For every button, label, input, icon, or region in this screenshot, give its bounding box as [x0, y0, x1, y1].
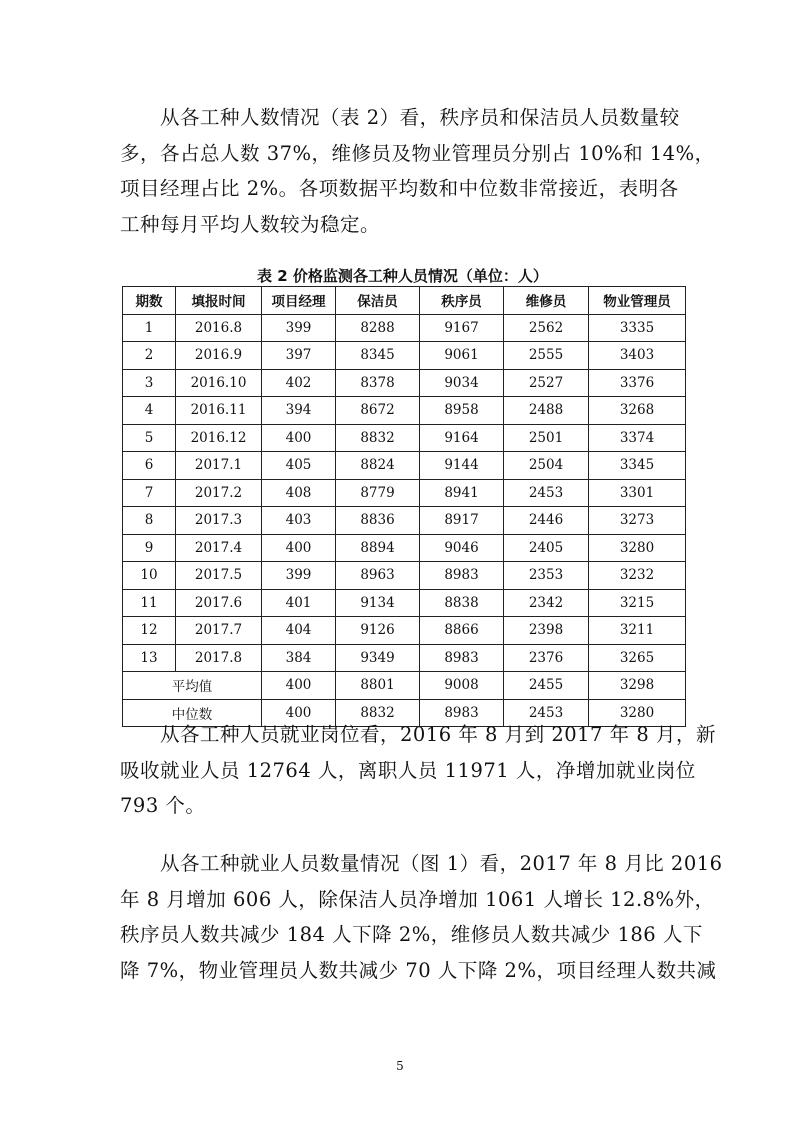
cell-period: 10	[123, 562, 176, 590]
workforce-table	[122, 286, 686, 727]
cell-cleaner: 8801	[336, 672, 420, 700]
table-row	[123, 452, 686, 480]
header-property-manager: 物业管理员	[589, 287, 686, 315]
table-row	[123, 369, 686, 397]
table-caption: 表 2 价格监测各工种人员情况（单位：人）	[257, 267, 548, 285]
text-line: 秩序员人数共减少 184 人下降 2%，维修员人数共减少 186 人下	[120, 923, 703, 946]
cell-property-manager: 3345	[589, 452, 686, 480]
cell-property-manager: 3298	[589, 672, 686, 700]
cell-property-manager: 3232	[589, 562, 686, 590]
table-row	[123, 479, 686, 507]
cell-cleaner: 8672	[336, 397, 420, 425]
cell-property-manager: 3376	[589, 369, 686, 397]
table-row	[123, 424, 686, 452]
cell-summary-label: 中位数	[123, 699, 262, 727]
cell-property-manager: 3268	[589, 397, 686, 425]
cell-cleaner: 8288	[336, 314, 420, 342]
cell-security: 8958	[420, 397, 504, 425]
table-summary-row-average	[123, 672, 686, 700]
cell-security: 8983	[420, 562, 504, 590]
cell-project-manager: 405	[262, 452, 336, 480]
text-line: 工种每月平均人数较为稳定。	[120, 212, 381, 236]
cell-period: 7	[123, 479, 176, 507]
table-header-row	[123, 287, 686, 315]
cell-security: 9046	[420, 534, 504, 562]
text-line: 降 7%，物业管理员人数共减少 70 人下降 2%，项目经理人数共减	[120, 958, 717, 982]
header-report-date: 填报时间	[176, 287, 262, 315]
paragraph-employment-positions	[120, 717, 716, 824]
cell-report-date: 2017.7	[176, 617, 262, 645]
table-row	[123, 562, 686, 590]
cell-report-date: 2016.9	[176, 342, 262, 370]
cell-project-manager: 400	[262, 672, 336, 700]
text-line: 从各工种人数情况（表 2）看，秩序员和保洁员人员数量较	[160, 106, 680, 129]
cell-property-manager: 3374	[589, 424, 686, 452]
cell-period: 9	[123, 534, 176, 562]
cell-security: 8866	[420, 617, 504, 645]
page-number: 5	[396, 1059, 404, 1073]
cell-property-manager: 3280	[589, 699, 686, 727]
cell-maintenance: 2405	[504, 534, 589, 562]
cell-property-manager: 3301	[589, 479, 686, 507]
cell-report-date: 2016.11	[176, 397, 262, 425]
cell-period: 4	[123, 397, 176, 425]
table-row	[123, 589, 686, 617]
cell-maintenance: 2501	[504, 424, 589, 452]
cell-security: 9034	[420, 369, 504, 397]
cell-period: 8	[123, 507, 176, 535]
table-row	[123, 534, 686, 562]
cell-project-manager: 400	[262, 699, 336, 727]
text-line: 年 8 月增加 606 人，除保洁人员净增加 1061 人增长 12.8%外，	[120, 887, 715, 911]
text-line: 多，各占总人数 37%，维修员及物业管理员分别占 10%和 14%，	[120, 141, 715, 165]
table-row	[123, 342, 686, 370]
cell-security: 8917	[420, 507, 504, 535]
cell-project-manager: 394	[262, 397, 336, 425]
cell-property-manager: 3403	[589, 342, 686, 370]
header-period: 期数	[123, 287, 176, 315]
cell-maintenance: 2353	[504, 562, 589, 590]
cell-period: 1	[123, 314, 176, 342]
header-security: 秩序员	[420, 287, 504, 315]
cell-maintenance: 2453	[504, 479, 589, 507]
cell-maintenance: 2446	[504, 507, 589, 535]
cell-maintenance: 2398	[504, 617, 589, 645]
cell-report-date: 2017.8	[176, 644, 262, 672]
cell-cleaner: 8836	[336, 507, 420, 535]
cell-property-manager: 3211	[589, 617, 686, 645]
cell-project-manager: 402	[262, 369, 336, 397]
cell-maintenance: 2342	[504, 589, 589, 617]
cell-property-manager: 3265	[589, 644, 686, 672]
cell-project-manager: 400	[262, 424, 336, 452]
cell-cleaner: 9126	[336, 617, 420, 645]
table-row	[123, 617, 686, 645]
cell-cleaner: 8345	[336, 342, 420, 370]
cell-cleaner: 9349	[336, 644, 420, 672]
cell-report-date: 2016.12	[176, 424, 262, 452]
cell-project-manager: 403	[262, 507, 336, 535]
cell-maintenance: 2562	[504, 314, 589, 342]
table-row	[123, 314, 686, 342]
cell-cleaner: 8824	[336, 452, 420, 480]
cell-property-manager: 3335	[589, 314, 686, 342]
cell-period: 2	[123, 342, 176, 370]
cell-project-manager: 400	[262, 534, 336, 562]
cell-report-date: 2017.6	[176, 589, 262, 617]
cell-project-manager: 404	[262, 617, 336, 645]
cell-period: 12	[123, 617, 176, 645]
cell-report-date: 2017.1	[176, 452, 262, 480]
cell-maintenance: 2453	[504, 699, 589, 727]
cell-project-manager: 399	[262, 562, 336, 590]
cell-project-manager: 384	[262, 644, 336, 672]
cell-cleaner: 9134	[336, 589, 420, 617]
cell-report-date: 2017.3	[176, 507, 262, 535]
text-line: 吸收就业人员 12764 人，离职人员 11971 人，净增加就业岗位	[120, 758, 696, 782]
cell-report-date: 2017.4	[176, 534, 262, 562]
cell-cleaner: 8832	[336, 424, 420, 452]
header-maintenance: 维修员	[504, 287, 589, 315]
cell-maintenance: 2376	[504, 644, 589, 672]
cell-property-manager: 3273	[589, 507, 686, 535]
text-line: 从各工种人员就业岗位看，2016 年 8 月到 2017 年 8 月，新	[160, 723, 716, 746]
cell-cleaner: 8832	[336, 699, 420, 727]
table-row	[123, 507, 686, 535]
cell-project-manager: 399	[262, 314, 336, 342]
text-line: 从各工种就业人员数量情况（图 1）看，2017 年 8 月比 2016	[160, 852, 723, 875]
cell-project-manager: 397	[262, 342, 336, 370]
cell-cleaner: 8378	[336, 369, 420, 397]
cell-cleaner: 8779	[336, 479, 420, 507]
cell-maintenance: 2555	[504, 342, 589, 370]
cell-security: 9008	[420, 672, 504, 700]
cell-report-date: 2017.2	[176, 479, 262, 507]
cell-security: 9061	[420, 342, 504, 370]
paragraph-workforce-distribution	[120, 100, 715, 242]
cell-security: 9144	[420, 452, 504, 480]
cell-period: 5	[123, 424, 176, 452]
cell-cleaner: 8894	[336, 534, 420, 562]
paragraph-employee-count-changes	[120, 846, 723, 988]
table-row	[123, 644, 686, 672]
cell-security: 9164	[420, 424, 504, 452]
cell-security: 9167	[420, 314, 504, 342]
cell-summary-label: 平均值	[123, 672, 262, 700]
header-cleaner: 保洁员	[336, 287, 420, 315]
cell-period: 11	[123, 589, 176, 617]
text-line: 项目经理占比 2%。各项数据平均数和中位数非常接近，表明各	[120, 177, 679, 200]
cell-security: 8983	[420, 699, 504, 727]
table-row	[123, 397, 686, 425]
cell-maintenance: 2488	[504, 397, 589, 425]
cell-period: 6	[123, 452, 176, 480]
cell-report-date: 2016.8	[176, 314, 262, 342]
cell-maintenance: 2504	[504, 452, 589, 480]
cell-project-manager: 401	[262, 589, 336, 617]
cell-property-manager: 3280	[589, 534, 686, 562]
cell-maintenance: 2455	[504, 672, 589, 700]
cell-property-manager: 3215	[589, 589, 686, 617]
cell-project-manager: 408	[262, 479, 336, 507]
cell-security: 8983	[420, 644, 504, 672]
cell-maintenance: 2527	[504, 369, 589, 397]
cell-period: 3	[123, 369, 176, 397]
cell-security: 8941	[420, 479, 504, 507]
cell-report-date: 2016.10	[176, 369, 262, 397]
cell-cleaner: 8963	[336, 562, 420, 590]
text-line: 793 个。	[120, 794, 206, 817]
cell-report-date: 2017.5	[176, 562, 262, 590]
header-project-manager: 项目经理	[262, 287, 336, 315]
cell-security: 8838	[420, 589, 504, 617]
cell-period: 13	[123, 644, 176, 672]
